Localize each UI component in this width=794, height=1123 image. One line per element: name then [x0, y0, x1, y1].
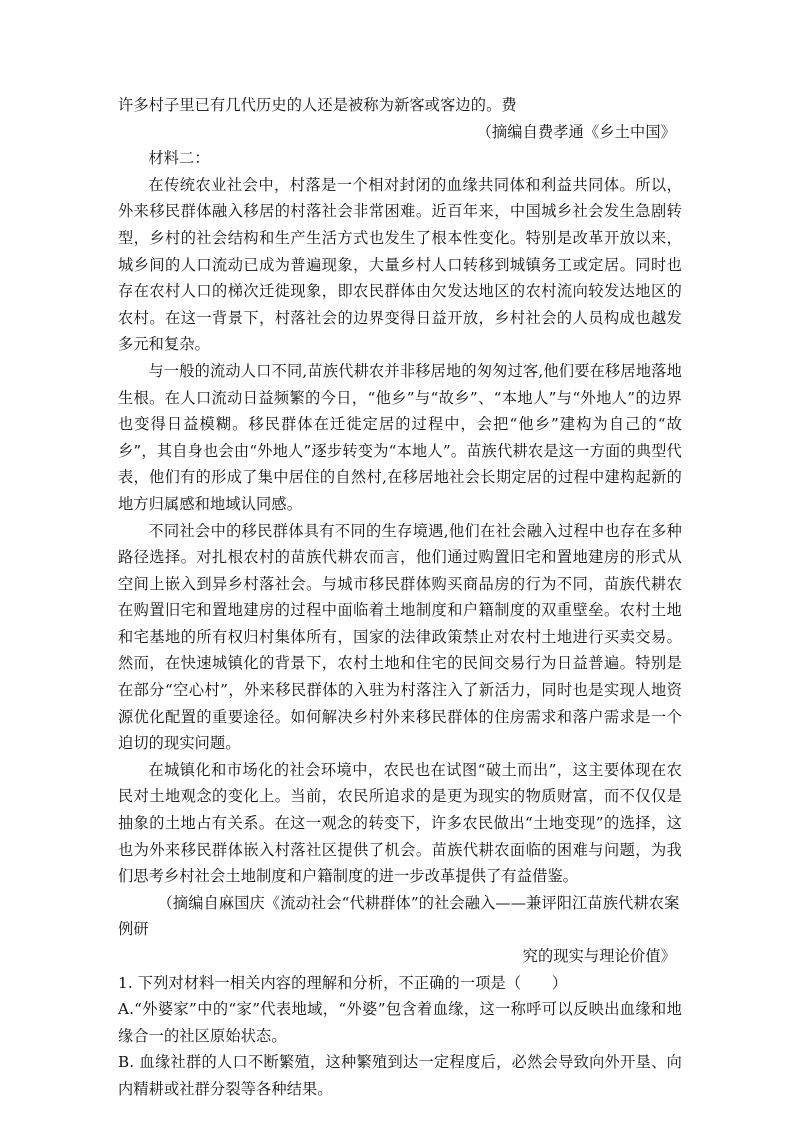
- material-2-paragraph-1: 在传统农业社会中，村落是一个相对封闭的血缘共同体和利益共同体。所以，外来移民群体融入移居的村落社会非常困难。近百年来，中国城乡社会发生急剧转型，乡村的社会结构和生产生活方式也发生了根本性变化。特别是改革开放以来，城乡间的人口流动已成为普遍现象，大量乡村人口转移到城镇务工或定居。同时也存在农村人口的梯次迁徙现象，即农民群体由欠发达地区的农村流向较发达地区的农村。在这一背景下，村落社会的边界变得日益开放，乡村社会的人员构成也越发多元和复杂。: [118, 175, 682, 354]
- option-b: B. 血缘社群的人口不断繁殖，这种繁殖到达一定程度后，必然会导致向外开垦、向内精耕或社群分裂等各种结果。: [118, 1053, 682, 1098]
- source-citation-2-line-1: （摘编自麻国庆《流动社会“代耕群体”的社会融入——兼评阳江苗族代耕农案例研: [118, 893, 680, 939]
- source-citation-2-line-2: 究的现实与理论价值》: [522, 947, 676, 965]
- question-1: 1. 下列对材料一相关内容的理解和分析，不正确的一项是（ ）: [118, 973, 568, 992]
- material-2-paragraph-3: 不同社会中的移民群体具有不同的生存境遇,他们在社会融入过程中也存在多种路径选择。对扎根农村的苗族代耕农而言，他们通过购置旧宅和置地建房的形式从空间上嵌入到异乡村落社会。与城市移民群体购买商品房的行为不同，苗族代耕农在购置旧宅和置地建房的过程中面临着土地制度和户籍制度的双重壁垒。农村土地和宅基地的所有权归村集体所有，国家的法律政策禁止对农村土地进行买卖交易。然而，在快速城镇化的背景下，农村土地和住宅的民间交易行为日益普遍。特别是在部分“空心村”，外来移民群体的入驻为村落注入了新活力，同时也是实现人地资源优化配置的重要途径。如何解决乡村外来移民群体的住房需求和落户需求是一个迫切的现实问题。: [118, 521, 682, 753]
- option-a: A.“外婆家”中的“家”代表地域，“外婆”包含着血缘，这一称呼可以反映出血缘和地缘合一的社区原始状态。: [118, 1000, 682, 1045]
- material-2-title: 材料二：: [148, 149, 210, 168]
- material-2-paragraph-4: 在城镇化和市场化的社会环境中，农民也在试图“破土而出”，这主要体现在农民对土地观念的变化上。当前，农民所追求的是更为现实的物质财富，而不仅仅是抽象的土地占有关系。在这一观念的转变下，许多农民做出“土地变现”的选择，这也为外来移民群体嵌入村落社区提供了机会。苗族代耕农面临的困难与问题，为我们思考乡村社会土地制度和户籍制度的进一步改革提供了有益借鉴。: [118, 760, 682, 886]
- material-2-paragraph-2: 与一般的流动人口不同,苗族代耕农并非移居地的匆匆过客,他们要在移居地落地生根。在人口流动日益频繁的今日，“他乡”与“故乡”、“本地人”与“外地人”的边界也变得日益模糊。移民群体在迁徙定居的过程中，会把“他乡”建构为自己的“故乡”，其自身也会由“外地人”逐步转变为“本地人”。苗族代耕农是这一方面的典型代表，他们有的形成了集中居住的自然村,在移居地社会长期定居的过程中建构起新的地方归属感和地域认同感。: [118, 361, 682, 513]
- document-body: [118, 92, 682, 1103]
- paragraph-continuation: 许多村子里已有几代历史的人还是被称为新客或客边的。费: [118, 96, 517, 114]
- source-citation-1: （摘编自费孝通《乡土中国》: [476, 122, 676, 141]
